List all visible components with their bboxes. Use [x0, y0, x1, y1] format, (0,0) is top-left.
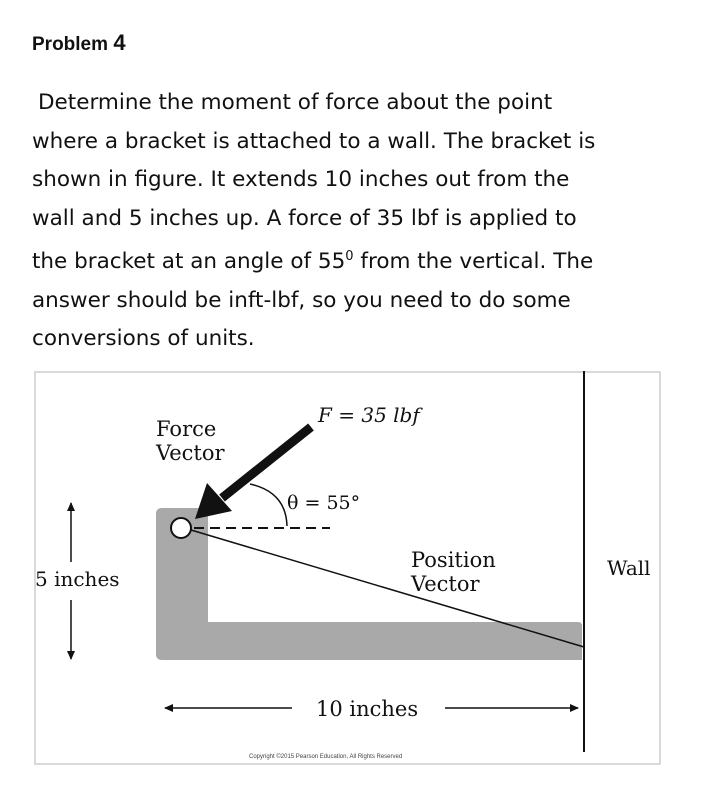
statement-line-5-start: the bracket at an angle of 55 [32, 249, 346, 275]
degree-mark: 0 [345, 249, 354, 264]
statement-line-1: Determine the moment of force about the point [38, 90, 553, 115]
angle-value-label: θ = 55° [287, 492, 361, 514]
statement-line-7: conversions of units. [32, 326, 255, 352]
angle-arc [250, 484, 287, 526]
problem-number: 4 [113, 30, 126, 55]
force-label-line1: Force [156, 417, 217, 441]
statement-line-2: where a bracket is attached to a wall. The bracket is [32, 128, 596, 154]
wall-label: Wall [607, 556, 651, 580]
position-label-line2: Vector [411, 572, 480, 596]
width-label: 10 inches [316, 697, 419, 721]
force-vector-shaft [222, 427, 311, 498]
height-label: 5 inches [35, 567, 120, 591]
attachment-point [171, 518, 191, 538]
statement-line-3: shown in figure. It extends 10 inches out from the [32, 167, 570, 192]
force-label-line2: Vector [156, 441, 225, 465]
copyright-notice: Copyright ©2015 Pearson Education, All Rights Reserved [249, 754, 403, 760]
position-label-line1: Position [411, 548, 496, 572]
force-value-label: F = 35 lbf [318, 403, 420, 427]
statement-line-4: wall and 5 inches up. A force of 35 lbf is applied to [32, 205, 577, 231]
statement-line-5-end: from the vertical. The [353, 249, 594, 275]
force-vector-head [195, 483, 232, 519]
bracket-shape [156, 508, 582, 660]
statement-line-6: answer should be inft-lbf, so you need to do some [32, 287, 571, 313]
problem-label: Problem [32, 34, 109, 55]
